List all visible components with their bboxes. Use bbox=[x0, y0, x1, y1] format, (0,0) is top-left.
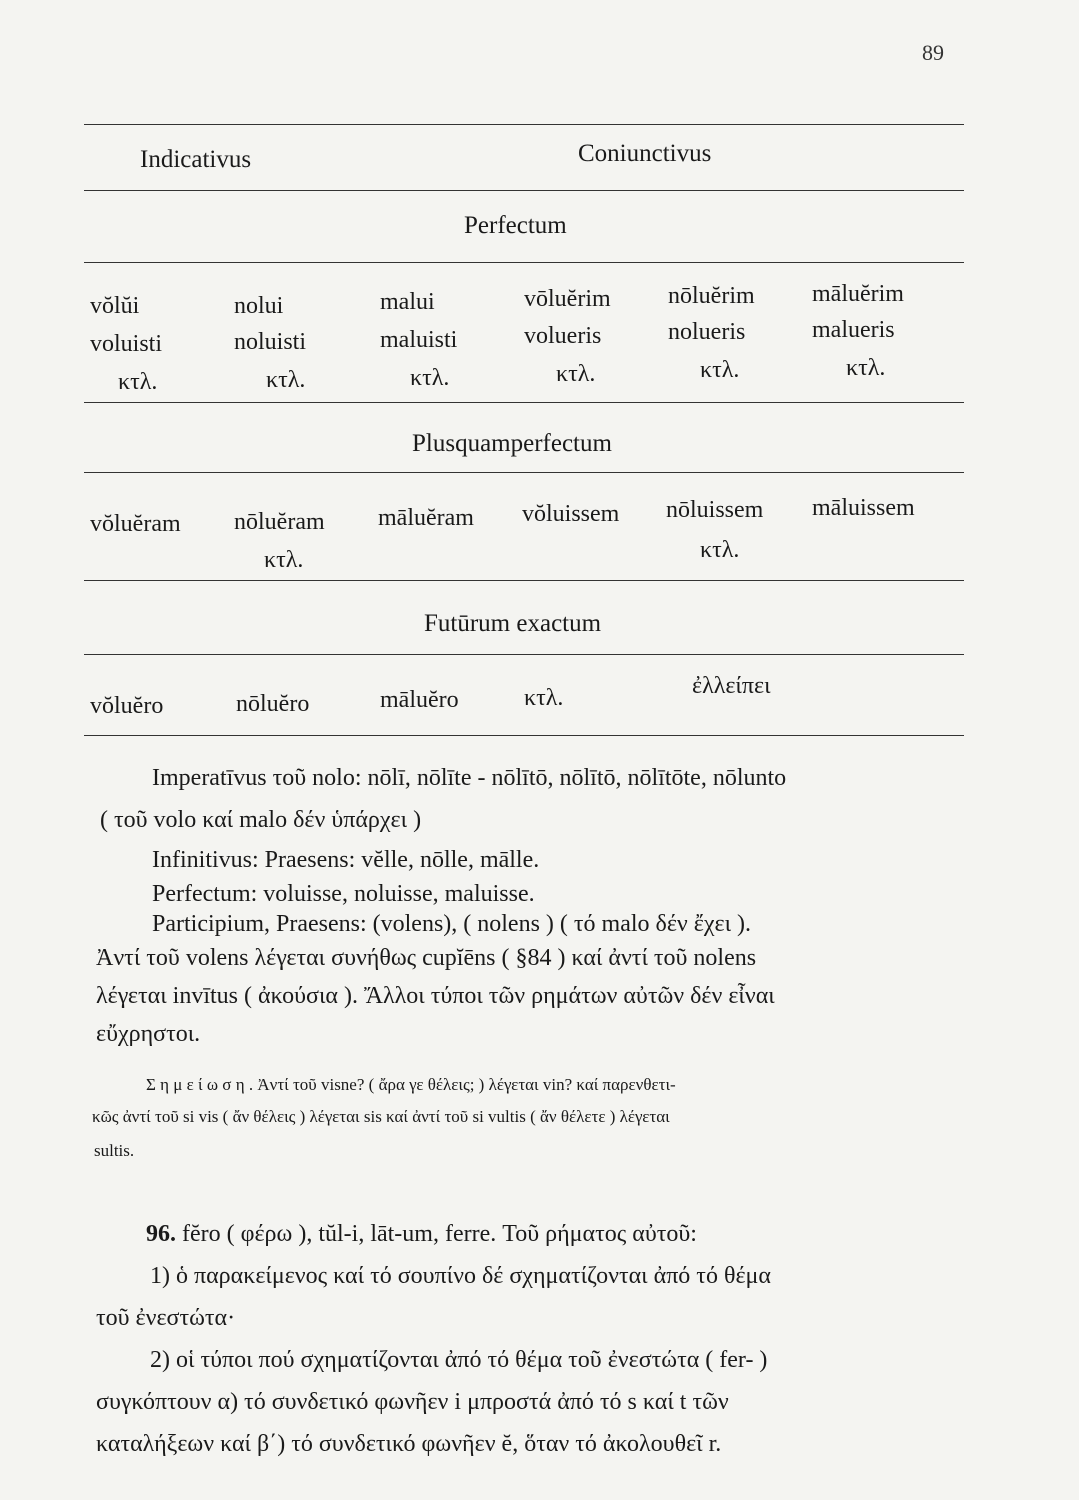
table-rule bbox=[84, 402, 964, 403]
section-title-perfectum: Perfectum bbox=[464, 212, 567, 239]
section-title: fĕro ( φέρω ), tŭl-i, lāt-um, ferre. Τοῦ ρήματος αὐτοῦ: bbox=[182, 1221, 697, 1247]
section-line: συγκόπτουν α) τό συνδετικό φωνῆεν i μπροστά ἀπό τό s καί t τῶν bbox=[96, 1389, 729, 1415]
table-cell: κτλ. bbox=[700, 357, 740, 383]
table-rule bbox=[84, 124, 964, 125]
table-cell: noluisti bbox=[234, 329, 307, 355]
note-line: sultis. bbox=[94, 1141, 135, 1160]
table-rule bbox=[84, 735, 964, 736]
table-rule bbox=[84, 654, 964, 655]
section-title-futurum-exactum: Futūrum exactum bbox=[424, 610, 602, 637]
page-number: 89 bbox=[922, 40, 944, 65]
paragraph-line: ( τοῦ volo καί malo δέν ὑπάρχει ) bbox=[100, 807, 422, 833]
table-cell: nōluĕram bbox=[234, 509, 325, 535]
section-line: 2) οἱ τύποι πού σχηματίζονται ἀπό τό θέμα τοῦ ἐνεστώτα ( fer- ) bbox=[150, 1347, 768, 1373]
table-cell: vōluĕrim bbox=[524, 286, 611, 312]
table-cell: vŏluĕram bbox=[90, 511, 181, 537]
table-cell: κτλ. bbox=[118, 369, 158, 395]
paragraph-line: Imperatīvus τοῦ nolo: nōlī, nōlīte - nōlītō, nōlītō, nōlītōte, nōlunto bbox=[152, 765, 787, 791]
table-cell: nōluissem bbox=[666, 497, 764, 523]
table-cell: vŏlŭi bbox=[90, 293, 140, 319]
table-cell: māluĕrim bbox=[812, 281, 904, 307]
table-cell: vŏluissem bbox=[522, 501, 620, 527]
table-cell: κτλ. bbox=[556, 361, 596, 387]
table-cell: māluĕro bbox=[380, 687, 459, 713]
table-cell: κτλ. bbox=[266, 367, 306, 393]
table-cell: nōluĕro bbox=[236, 691, 310, 717]
paragraph-line: Ἀντί τοῦ volens λέγεται συνήθως cupĭēns ( §84 ) καί ἀντί τοῦ nolens bbox=[96, 945, 757, 971]
paragraph-line: εὔχρηστοι. bbox=[96, 1021, 201, 1047]
table-cell: malui bbox=[380, 289, 435, 315]
table-rule bbox=[84, 190, 964, 191]
table-cell: māluissem bbox=[812, 495, 915, 521]
table-cell: ἐλλείπει bbox=[692, 673, 771, 699]
table-cell: maluisti bbox=[380, 327, 458, 353]
table-cell: κτλ. bbox=[410, 365, 450, 391]
table-rule bbox=[84, 262, 964, 263]
header-indicative: Indicativus bbox=[140, 146, 252, 173]
header-subjunctive: Coniunctivus bbox=[578, 140, 712, 167]
table-rule bbox=[84, 580, 964, 581]
table-rule bbox=[84, 472, 964, 473]
table-cell: malueris bbox=[812, 317, 895, 343]
table-cell: nolui bbox=[234, 293, 284, 319]
table-cell: κτλ. bbox=[846, 355, 886, 381]
section-number: 96. bbox=[146, 1221, 176, 1247]
table-cell: κτλ. bbox=[264, 547, 304, 573]
table-cell: κτλ. bbox=[524, 685, 564, 711]
paragraph-line: λέγεται invītus ( ἀκούσια ). Ἄλλοι τύποι τῶν ρημάτων αὐτῶν δέν εἶναι bbox=[96, 983, 775, 1009]
paragraph-line: Infinitivus: Praesens: vĕlle, nōlle, mālle. bbox=[152, 847, 540, 873]
table-cell: κτλ. bbox=[700, 537, 740, 563]
section-line: καταλήξεων καί β΄) τό συνδετικό φωνῆεν ĕ, ὅταν τό ἀκολουθεῖ r. bbox=[96, 1431, 722, 1457]
note-line: Σ η μ ε ί ω σ η . Ἀντί τοῦ visne? ( ἄρα γε θέλεις; ) λέγεται vin? καί παρενθετι- bbox=[146, 1075, 676, 1094]
note-line: κῶς ἀντί τοῦ si vis ( ἄν θέλεις ) λέγεται sis καί ἀντί τοῦ si vultis ( ἄν θέλετε ) λέγεται bbox=[92, 1107, 670, 1126]
paragraph-line: Perfectum: voluisse, noluisse, maluisse. bbox=[152, 881, 535, 907]
table-cell: nolueris bbox=[668, 319, 746, 345]
section-96-heading bbox=[146, 1220, 697, 1248]
table-cell: volueris bbox=[524, 323, 602, 349]
table-cell: voluisti bbox=[90, 331, 163, 357]
table-cell: māluĕram bbox=[378, 505, 474, 531]
table-cell: vŏluĕro bbox=[90, 693, 164, 719]
section-title-plusquamperfectum: Plusquamperfectum bbox=[412, 430, 612, 457]
section-line: τοῦ ἐνεστώτα· bbox=[96, 1305, 236, 1331]
table-cell: nōluĕrim bbox=[668, 283, 755, 309]
section-line: 1) ὁ παρακείμενος καί τό σουπίνο δέ σχηματίζονται ἀπό τό θέμα bbox=[150, 1263, 771, 1289]
paragraph-line: Participium, Praesens: (volens), ( nolens ) ( τό malo δέν ἔχει ). bbox=[152, 911, 752, 937]
